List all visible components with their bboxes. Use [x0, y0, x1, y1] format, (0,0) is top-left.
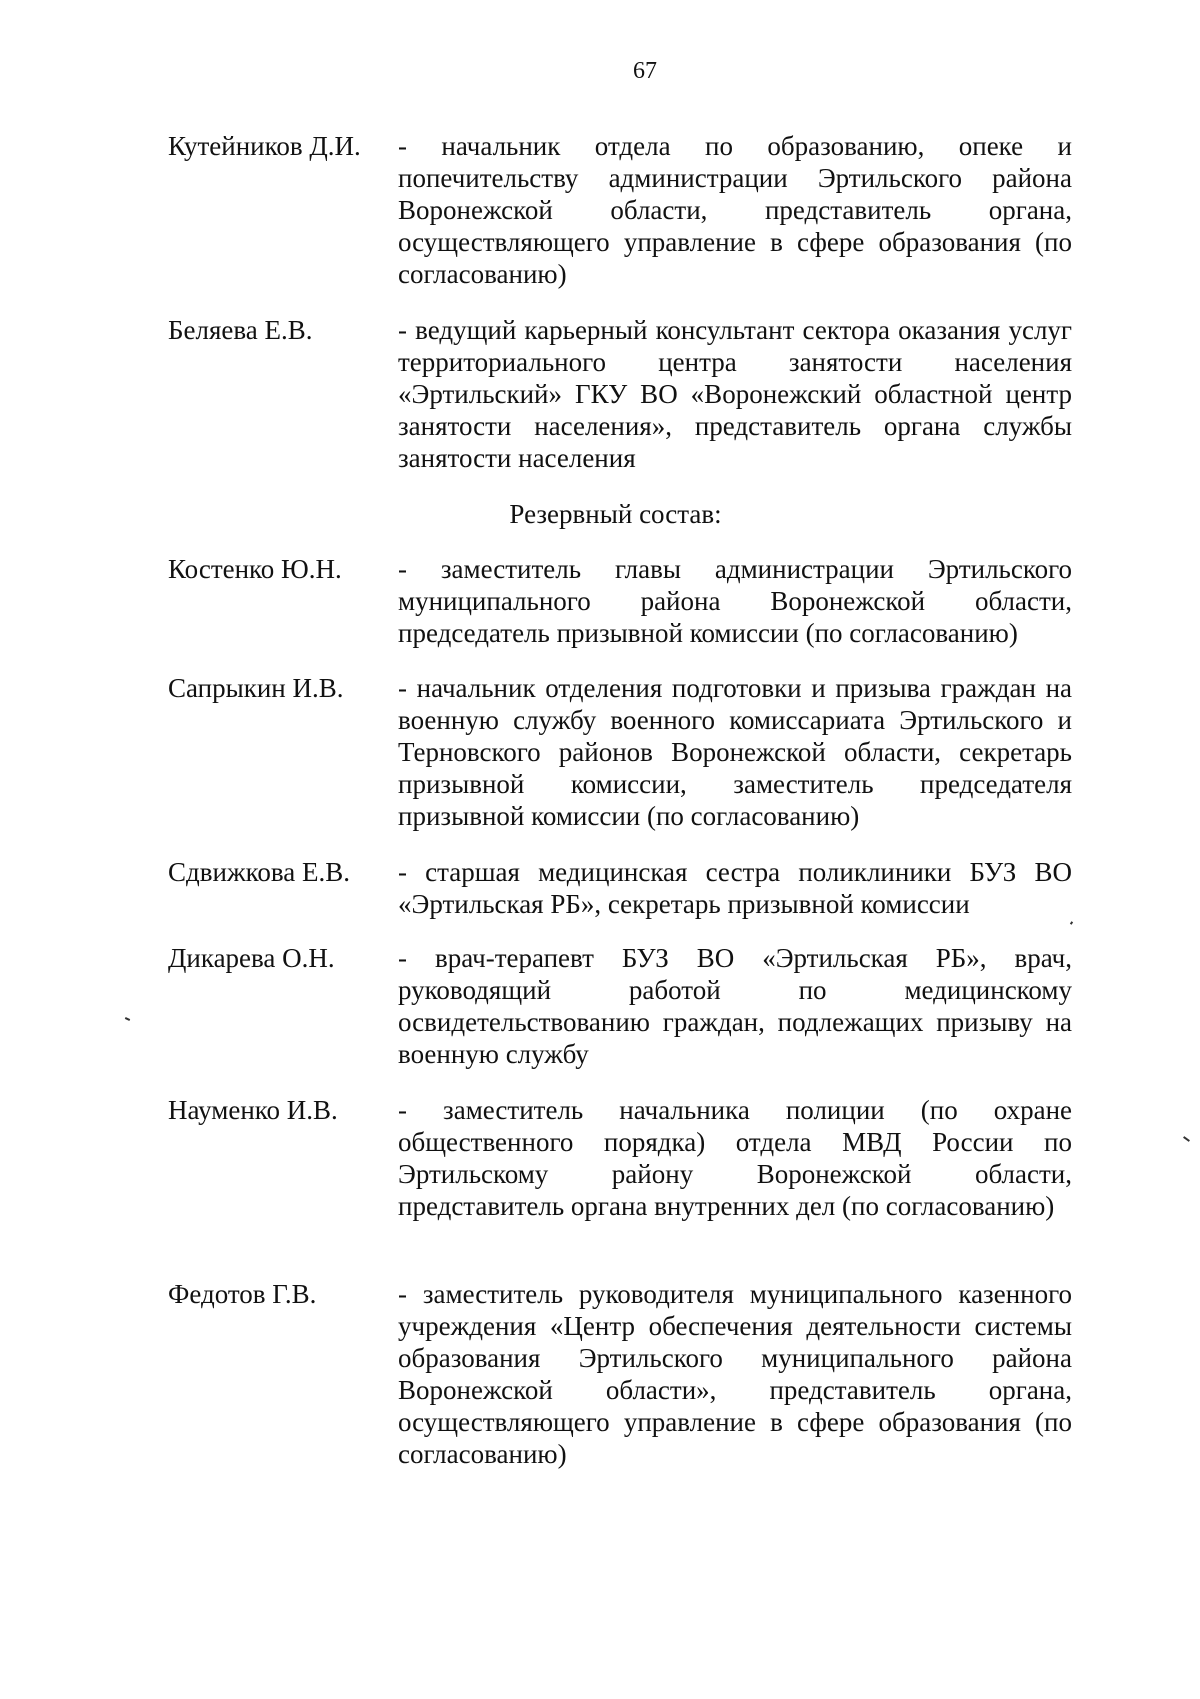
member-name: Костенко Ю.Н. — [168, 554, 342, 584]
member-name: Науменко И.В. — [168, 1095, 338, 1125]
member-role: - начальник отделения подготовки и призыва граждан на военную службу военного комиссариата Эртильского и Терновского районов Воронежской области, секретарь призывной комиссии, заместитель председателя призывной комиссии (по согласованию) — [398, 673, 1072, 831]
member-role: - заместитель начальника полиции (по охране общественного порядка) отдела МВД России по Эртильскому району Воронежской области, представитель органа внутренних дел (по согласованию) — [398, 1095, 1072, 1221]
scan-speck — [1070, 921, 1073, 925]
member-name: Кутейников Д.И. — [168, 131, 361, 161]
member-role: - начальник отдела по образованию, опеке и попечительству администрации Эртильского района Воронежской области, представитель органа, осуществляющего управление в сфере образования (по согласованию) — [398, 131, 1072, 289]
member-name: Беляева Е.В. — [168, 315, 313, 345]
member-name: Дикарева О.Н. — [168, 943, 335, 973]
reserve-heading: Резервный состав: — [509, 499, 722, 529]
member-role: - заместитель руководителя муниципального казенного учреждения «Центр обеспечения деятельности системы образования Эртильского муниципального района Воронежской области», представитель органа, осуществляющего управление в сфере образования (по согласованию) — [398, 1279, 1072, 1469]
member-name: Сапрыкин И.В. — [168, 673, 344, 703]
scan-speck — [125, 1017, 130, 1021]
member-name: Сдвижкова Е.В. — [168, 857, 350, 887]
member-name: Федотов Г.В. — [168, 1279, 317, 1309]
member-role: - старшая медицинская сестра поликлиники БУЗ ВО «Эртильская РБ», секретарь призывной комиссии — [398, 857, 1072, 919]
member-role: - заместитель главы администрации Эртильского муниципального района Воронежской области, председатель призывной комиссии (по согласованию) — [398, 554, 1072, 648]
member-role: - ведущий карьерный консультант сектора оказания услуг территориального центра занятости населения «Эртильский» ГКУ ВО «Воронежский областной центр занятости населения», представитель органа службы занятости населения — [398, 315, 1072, 473]
scan-speck — [1183, 1136, 1190, 1142]
page-number: 67 — [633, 58, 657, 84]
member-role: - врач-терапевт БУЗ ВО «Эртильская РБ», врач, руководящий работой по медицинскому освидетельствованию граждан, подлежащих призыву на военную службу — [398, 943, 1072, 1069]
